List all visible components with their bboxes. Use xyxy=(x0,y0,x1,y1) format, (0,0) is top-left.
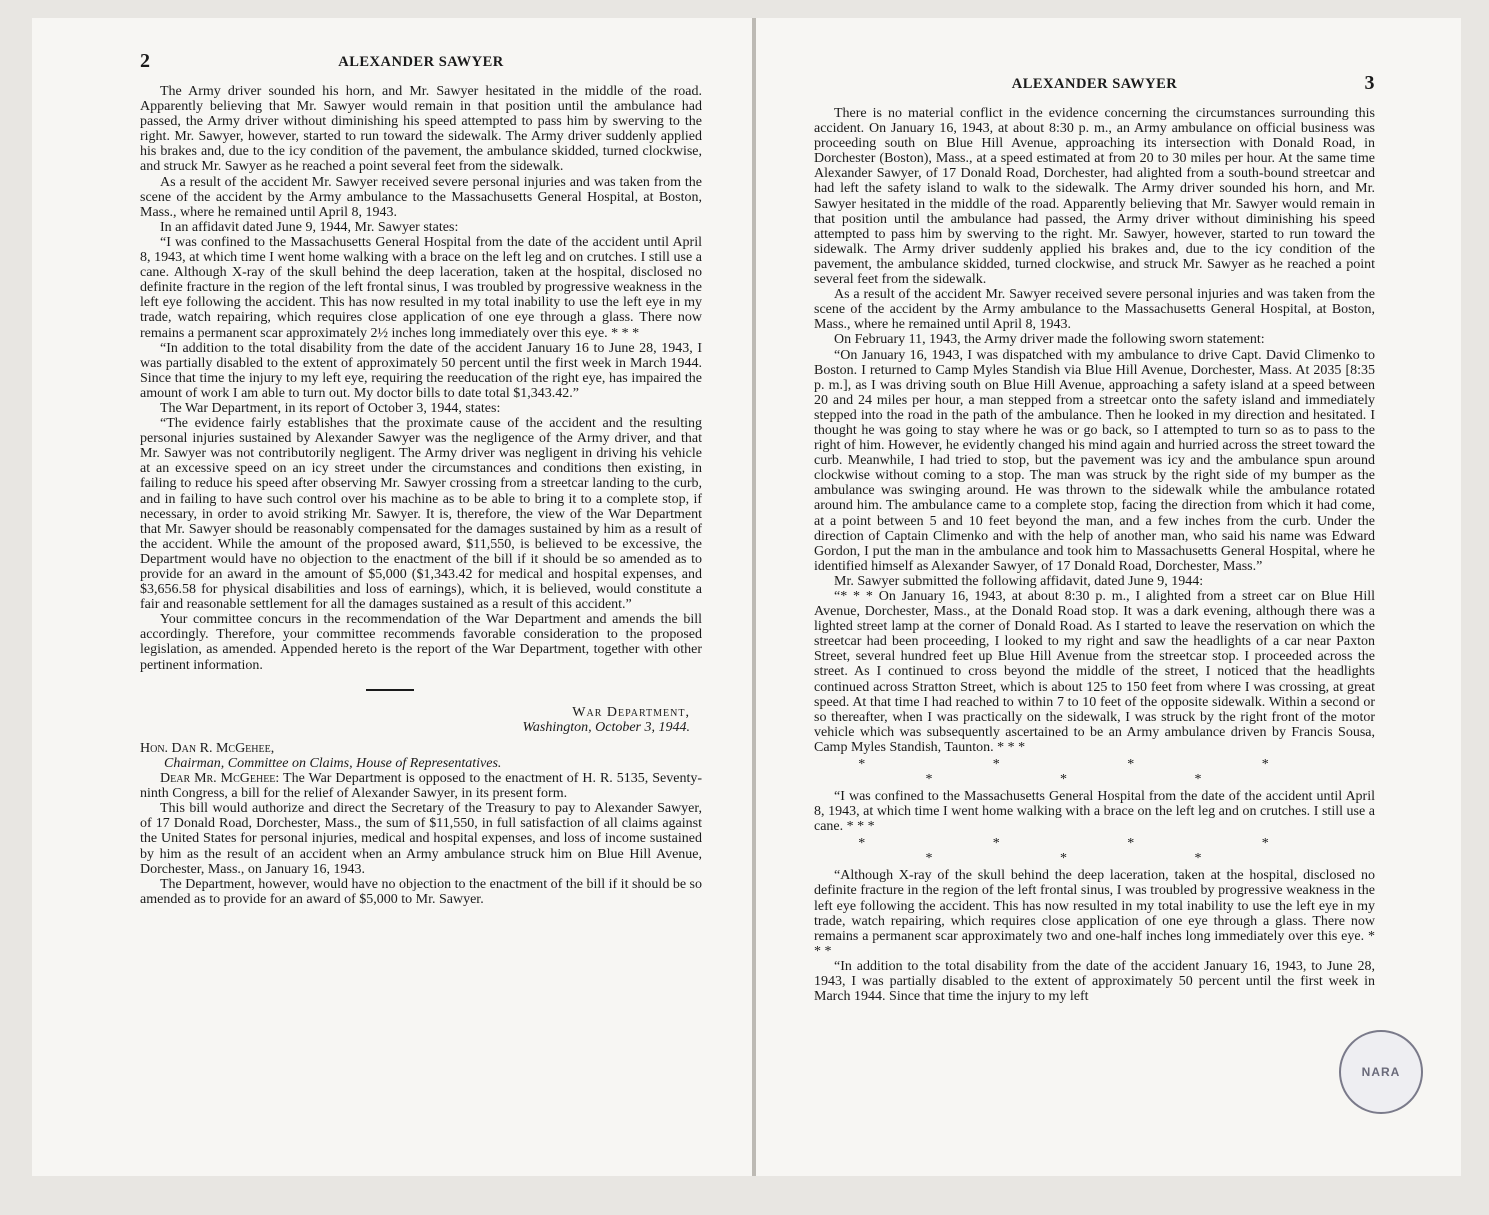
running-head-title: ALEXANDER SAWYER xyxy=(1011,76,1178,92)
running-header xyxy=(140,50,702,84)
quoted-paragraph: “* * * On January 16, 1943, at about 8:30 p. m., I alighted from a street car on Blue Hill Avenue, Dorchester, Mass., at the Donald Road stop. It was a dark evening, although there was a lighted street lamp at the corner of Donald Road. As I started to leave the reservation on which the streetcar had been proceeding, I looked to my right and saw the headlights of a car near Paxton Street, several hundred feet up Blue Hill Avenue from the streetcar stop. I proceeded across the street. As I continued to cross beyond the middle of the street, I noticed that the headlights continued across Stratton Street, which is about 125 to 150 feet from where I was crossing, at great speed. At that time I had reached to within 7 to 10 feet of the opposite sidewalk. Within a second or so thereafter, when I was practically on the sidewalk, I was struck by the right front of the motor vehicle which was subsequently ascertained to be an Army ambulance driven by Francis Sousa, Camp Myles Standish, Taunton. * * * xyxy=(814,589,1375,755)
running-header xyxy=(814,72,1375,106)
quoted-paragraph: “In addition to the total disability from the date of the accident January 16 to June 28, 1943, I was partially disabled to the extent of approximately 50 percent until the first week in March 1944. Since that time the injury to my left eye, requiring the reeducation of the right eye, has impaired the amount of work I am able to turn out. My doctor bills to date total $1,343.42.” xyxy=(140,340,702,401)
page-number: 2 xyxy=(140,50,151,72)
paragraph: As a result of the accident Mr. Sawyer received severe personal injuries and was taken from the scene of the accident by the Army ambulance to the Massachusetts General Hospital, at Boston, Mass., where he remained until April 8, 1943. xyxy=(814,287,1375,333)
ellipsis-stars: * * * * * * * xyxy=(858,836,1331,867)
letter-org: War Department, xyxy=(572,704,690,720)
section-divider xyxy=(366,689,414,691)
paragraph: In an affidavit dated June 9, 1944, Mr. Sawyer states: xyxy=(160,219,459,235)
paragraph: Mr. Sawyer submitted the following affidavit, dated June 9, 1944: xyxy=(834,573,1204,589)
quoted-paragraph: “In addition to the total disability from the date of the accident January 16, 1943, to June 28, 1943, I was partially disabled to the extent of approximately 50 percent until the first week in March 1944. Since that time the injury to my left xyxy=(814,958,1375,1005)
addressee-role: Chairman, Committee on Claims, House of Representatives. xyxy=(164,755,502,771)
quoted-paragraph: “The evidence fairly establishes that the proximate cause of the accident and the resulting personal injuries sustained by Alexander Sawyer was the negligence of the Army driver, and that Mr. Sawyer was not contributorily negligent. The Army driver was negligent in driving his vehicle at an excessive speed on an icy street under the circumstances and conditions then existing, in failing to reduce his speed after observing Mr. Sawyer crossing from a streetcar landing to the curb, and in failing to have such control over his machine as to be able to bring it to a complete stop, if necessary, in order to avoid striking Mr. Sawyer. It is, therefore, the view of the War Department that Mr. Sawyer should be reasonably compensated for the damages sustained by him as a result of the accident. While the amount of the proposed award, $11,550, is believed to be excessive, the Department would have no objection to the enactment of the bill if it should be so amended as to provide for an award in the amount of $5,000 ($1,343.42 for medical and hospital expenses, and $3,656.58 for physical disabilities and loss of earnings), which, it is believed, would constitute a fair and reasonable settlement for all the damages sustained as a result of this accident.” xyxy=(140,416,702,613)
report-body xyxy=(814,106,1375,1004)
salutation: Dear Mr. McGehee: xyxy=(160,771,280,787)
quoted-paragraph: “On January 16, 1943, I was dispatched with my ambulance to drive Capt. David Climenko to Boston. I returned to Camp Myles Standish via Blue Hill Avenue, Dorchester, Mass. At 2035 [8:35 p. m.], as I was driving south on Blue Hill Avenue, approaching a safety island at a speed between 20 and 24 miles per hour, a man stepped from a streetcar onto the safety island and immediately stepped into the road in the path of the ambulance. Then he looked in my direction and hesitated. I thought he was going to stay where he was or go back, so I attempted to turn so as to pass to the right of him. However, he evidently changed his mind again and hurried across the street toward the curb. Meanwhile, I had tried to stop, but the pavement was icy and the ambulance spun around clockwise without coming to a stop. The man was struck by the right side of my bumper as the ambulance was swinging around. He was thrown to the sidewalk while the ambulance rotated around him. The ambulance came to a complete stop, facing the direction from which it had come, at a point between 5 and 10 feet beyond the man, and a few inches from the curb. Under the direction of Captain Climenko and with the help of another man, who said his name was Edward Gordon, I put the man in the ambulance and took him to Massachusetts General Hospital, where he identified himself as Alexander Sawyer, of 17 Donald Road, Dorchester, Mass.” xyxy=(814,347,1375,574)
page-number: 3 xyxy=(1364,72,1375,94)
addressee-name: Hon. Dan R. McGehee, xyxy=(140,740,275,756)
archive-stamp xyxy=(1339,1030,1423,1114)
paragraph: The Army driver sounded his horn, and Mr. Sawyer hesitated in the middle of the road. Apparently believing that Mr. Sawyer would remain in that position until the ambulance had passed, the Army driver without diminishing his speed attempted to pass him by swerving to the right. Mr. Sawyer, however, started to run toward the sidewalk. The Army driver suddenly applied his brakes and, due to the icy condition of the pavement, the ambulance skidded, turned clockwise, and struck Mr. Sawyer as he reached a point several feet from the sidewalk. xyxy=(140,84,702,175)
paragraph: On February 11, 1943, the Army driver made the following sworn statement: xyxy=(834,332,1265,348)
letter-paragraph xyxy=(140,771,702,801)
addressee xyxy=(140,741,702,771)
quoted-paragraph: “I was confined to the Massachusetts General Hospital from the date of the accident until April 8, 1943, at which time I went home walking with a brace on the left leg and on crutches. I still use a cane. * * * xyxy=(814,789,1375,835)
quoted-paragraph: “I was confined to the Massachusetts General Hospital from the date of the accident until April 8, 1943, at which time I went home walking with a brace on the left leg and on crutches. I still use a cane. Although X-ray of the skull behind the deep laceration, taken at the hospital, disclosed no definite fracture in the region of the left frontal sinus, I was troubled by progressive weakness in the left eye following the accident. This has now resulted in my total inability to use the left eye in my trade, watch repairing, which requires close application of one eye through a glass. There now remains a permanent scar approximately 2½ inches long immediately over this eye. * * * xyxy=(140,234,702,341)
stamp-text: NARA xyxy=(1361,1065,1401,1079)
paragraph: As a result of the accident Mr. Sawyer received severe personal injuries and was taken from the scene of the accident by the Army ambulance to the Massachusetts General Hospital, at Boston, Mass., where he remained until April 8, 1943. xyxy=(140,174,702,220)
paragraph: Your committee concurs in the recommendation of the War Department and amends the bill accordingly. Therefore, your committee recommends favorable consideration to the proposed legislation, as amended. Appended hereto is the report of the War Department, together with other pertinent information. xyxy=(140,612,702,673)
letter xyxy=(140,705,702,907)
paragraph: The War Department, in its report of October 3, 1944, states: xyxy=(160,400,501,416)
letter-paragraph: The Department, however, would have no objection to the enactment of the bill if it should be so amended as to provide for an award of $5,000 to Mr. Sawyer. xyxy=(140,876,702,907)
report-body xyxy=(140,84,702,673)
left-page xyxy=(32,18,754,1176)
running-head-title: ALEXANDER SAWYER xyxy=(338,54,504,70)
quoted-paragraph: “Although X-ray of the skull behind the deep laceration, taken at the hospital, disclosed no definite fracture in the region of the left frontal sinus, I was troubled by progressive weakness in the left eye following the accident. This has now resulted in my total inability to use the left eye in my trade, watch repairing, which requires close application of one eye through a glass. There now remains a permanent scar approximately two and one-half inches long immediately over this eye. * * * xyxy=(814,868,1375,959)
letter-date: Washington, October 3, 1944. xyxy=(522,719,690,735)
right-page xyxy=(756,18,1461,1176)
letter-paragraph: This bill would authorize and direct the Secretary of the Treasury to pay to Alexander Sawyer, of 17 Donald Road, Dorchester, Mass., the sum of $11,550, in full satisfaction of all claims against the United States for personal injuries, medical and hospital expenses, and loss of income sustained by him as the result of an accident when an Army ambulance struck him on Blue Hill Avenue, Dorchester, Mass., on January 16, 1943. xyxy=(140,801,702,877)
letter-text: The War Department is opposed to the enactment of H. R. 5135, Seventy-ninth Congress, a bill for the relief of Alexander Sawyer, in its present form. xyxy=(140,771,702,802)
paragraph: There is no material conflict in the evidence concerning the circumstances surrounding this accident. On January 16, 1943, at about 8:30 p. m., an Army ambulance on official business was proceeding south on Blue Hill Avenue, approaching its intersection with Donald Road, in Dorchester (Boston), Mass., at a speed estimated at from 20 to 30 miles per hour. At the same time Alexander Sawyer, of 17 Donald Road, Dorchester, had alighted from a south-bound streetcar and had left the safety island to walk to the sidewalk. The Army driver sounded his horn, and Mr. Sawyer hesitated in the middle of the road. Apparently believing that Mr. Sawyer would remain in that position until the ambulance had passed, the Army driver without diminishing his speed attempted to pass him by swerving to the right. Mr. Sawyer, however, started to run toward the sidewalk. The Army driver suddenly applied his brakes and, due to the icy condition of the pavement, the ambulance skidded, turned clockwise, and struck Mr. Sawyer as he reached a point several feet from the sidewalk. xyxy=(814,106,1375,288)
ellipsis-stars: * * * * * * * xyxy=(858,757,1331,788)
